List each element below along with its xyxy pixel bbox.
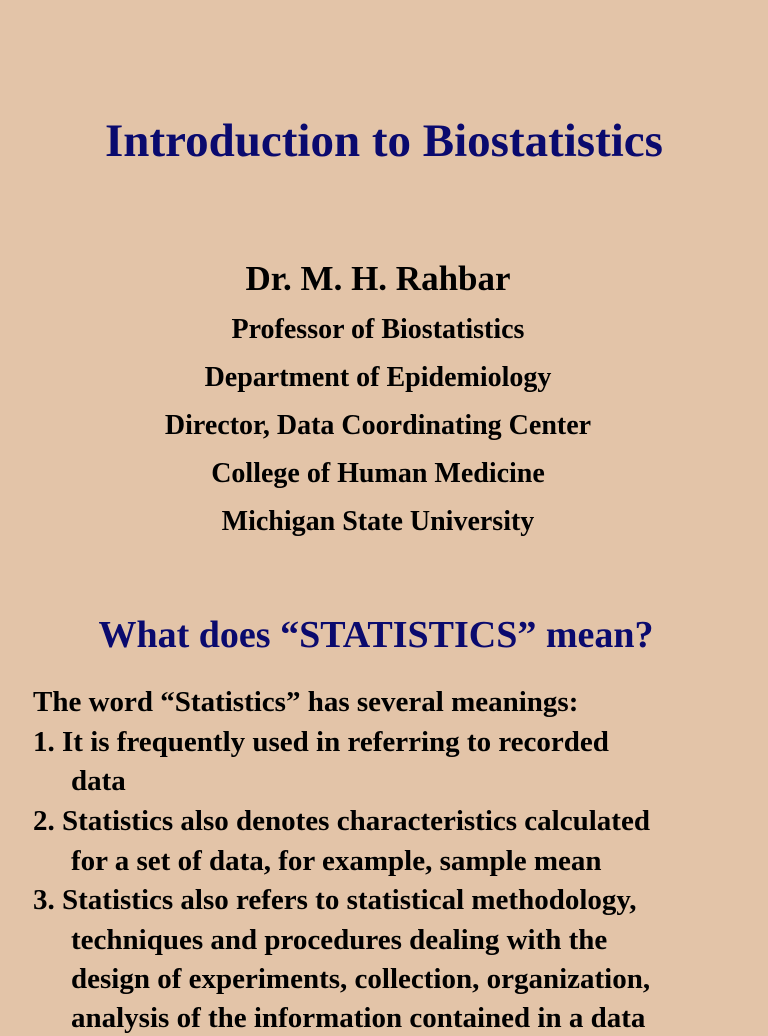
- section-heading: What does “STATISTICS” mean?: [98, 614, 654, 656]
- list-item-3-line: 3. Statistics also refers to statistical methodology,: [33, 884, 637, 916]
- affiliation-line: Director, Data Coordinating Center: [164, 410, 592, 441]
- list-item-3-line: design of experiments, collection, organization,: [71, 963, 651, 995]
- list-item-3-line: techniques and procedures dealing with the: [71, 924, 608, 956]
- list-item-1-line: data: [71, 765, 126, 797]
- slide-title: Introduction to Biostatistics: [105, 115, 663, 167]
- author-name: Dr. M. H. Rahbar: [245, 259, 511, 298]
- affiliation-line: Professor of Biostatistics: [231, 314, 525, 345]
- intro-text: The word “Statistics” has several meanings:: [33, 686, 579, 718]
- list-item-2-line: 2. Statistics also denotes characteristics calculated: [33, 805, 650, 837]
- affiliation-line: Michigan State University: [221, 506, 535, 537]
- list-item-2-line: for a set of data, for example, sample mean: [71, 845, 602, 877]
- affiliation-line: Department of Epidemiology: [204, 362, 552, 393]
- list-item-3-line: analysis of the information contained in a data: [71, 1002, 646, 1034]
- affiliation-line: College of Human Medicine: [211, 458, 545, 489]
- list-item-1-line: 1. It is frequently used in referring to recorded: [33, 726, 609, 758]
